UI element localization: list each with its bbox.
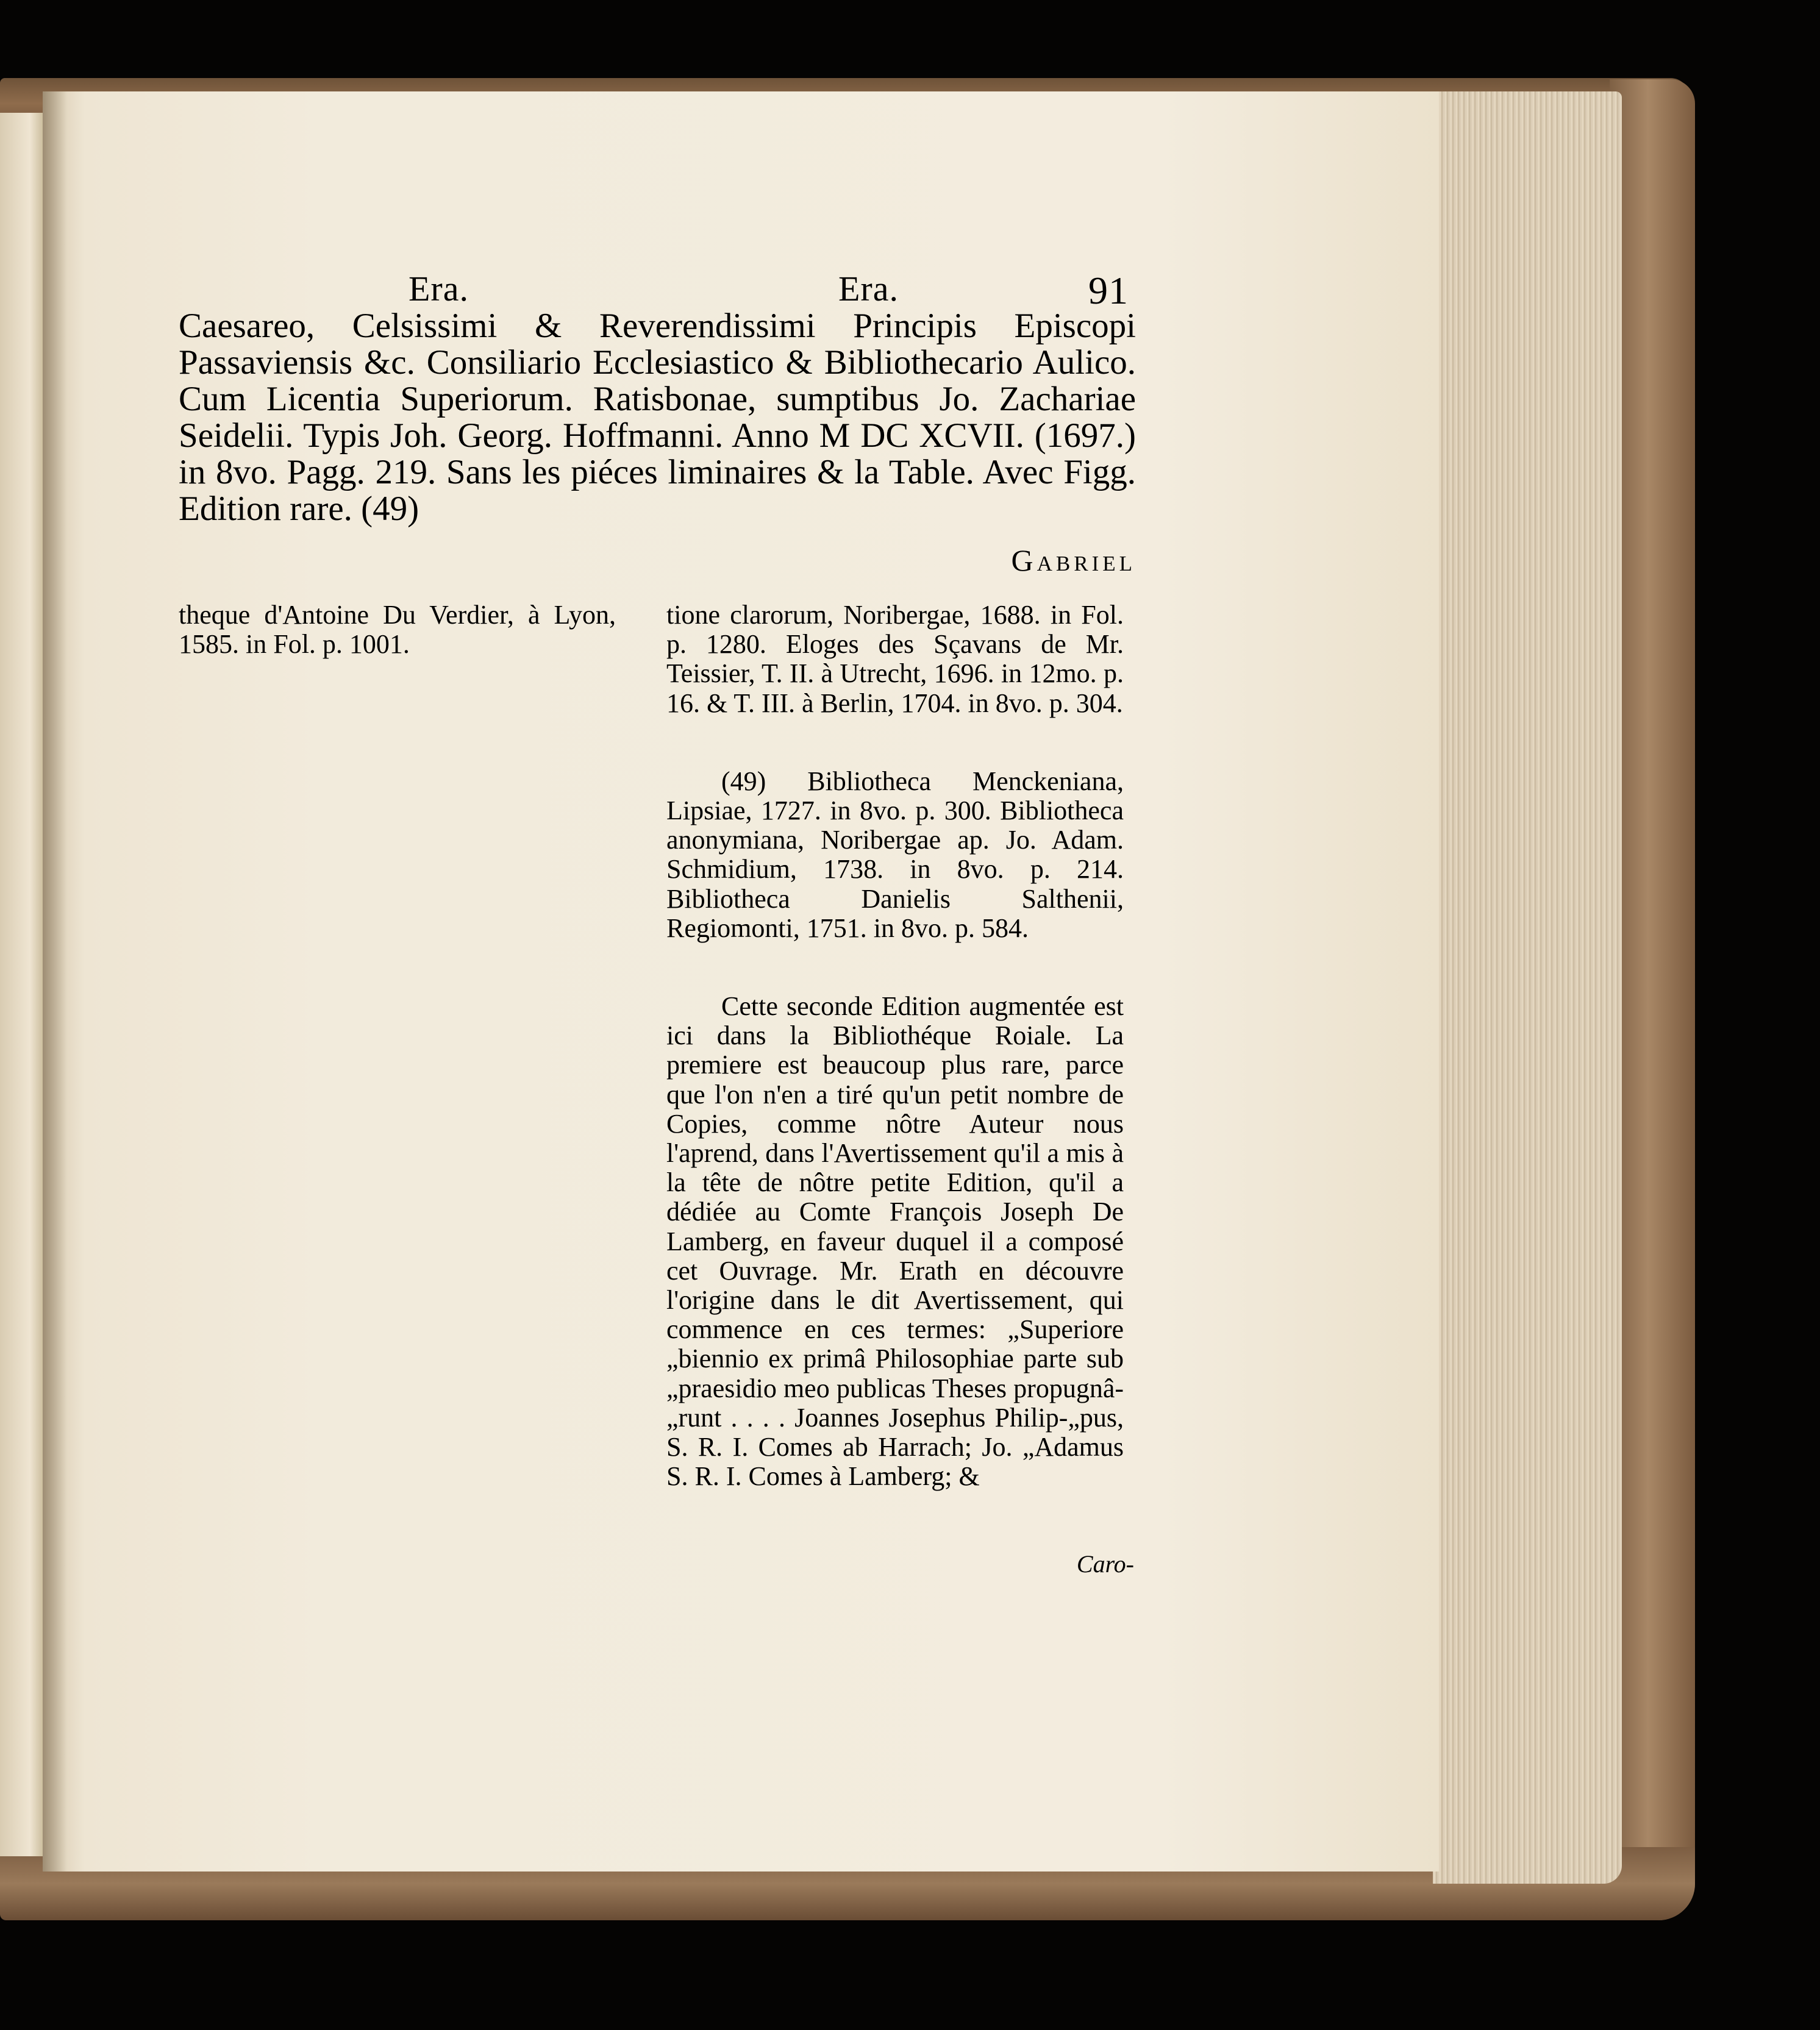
catchword-bottom: Caro- <box>1076 1550 1134 1578</box>
page-number: 91 <box>1088 269 1129 312</box>
gutter-shadow <box>43 91 67 1872</box>
page-fore-edge <box>1433 91 1622 1884</box>
right-col-para-3: Cette seconde Edition augmentée est ici dans la Bibliothéque Roiale. La premiere est beaucoup plus rare, parce que l'on n'en a tiré qu'un petit nombre de Copies, comme nôtre Auteur nous l'aprend, dans l'Avertissement qu'il a mis à la tête de nôtre petite Edition, qu'il a dédiée au Comte François Joseph De Lamberg, en faveur duquel il a composé cet Ouvrage. Mr. Erath en découvre l'origine dans le dit Avertissement, qui commence en ces termes: „Superiore „biennio ex primâ Philosophiae parte sub „praesidio meo publicas Theses propugnâ-„runt . . . . Joannes Josephus Philip-„pus, S. R. I. Comes ab Harrach; Jo. „Adamus S. R. I. Comes à Lamberg; & <box>666 991 1124 1492</box>
running-head-left: Era. <box>409 269 469 308</box>
catchword-top: Gabriel <box>1011 543 1136 577</box>
left-col-para-1: theque d'Antoine Du Verdier, à Lyon, 1585. in Fol. p. 1001. <box>179 600 616 660</box>
intro-text: Caesareo, Celsissimi & Reverendissimi Principis Episcopi Passaviensis &c. Consiliario Ecclesiastico & Bibliothecario Aulico. Cum Licentia Superiorum. Ratisbonae, sumptibus Jo. Zachariae Seidelii. Typis Joh. Georg. Hoffmanni. Anno M DC XCVII. (1697.) in 8vo. Pagg. 219. Sans les piéces liminaires & la Table. Avec Figg. Edition rare. (49) <box>179 307 1136 528</box>
footnote-49: (49) Bibliotheca Menckeniana, Lipsiae, 1727. in 8vo. p. 300. Bibliotheca anonymiana, Noribergae ap. Jo. Adam. Schmidium, 1738. in 8vo. p. 214. Bibliotheca Danielis Salthenii, Regiomonti, 1751. in 8vo. p. 584. <box>666 766 1124 943</box>
left-page-edge <box>0 113 43 1856</box>
left-column <box>179 600 616 659</box>
book-cover-right <box>1610 79 1695 1920</box>
right-col-para-1: tione clarorum, Noribergae, 1688. in Fol. p. 1280. Eloges des Sçavans de Mr. Teissier, T. II. à Utrecht, 1696. in 12mo. p. 16. & T. III. à Berlin, 1704. in 8vo. p. 304. <box>666 600 1124 718</box>
intro-paragraph <box>179 308 1136 527</box>
right-column <box>666 600 1124 1491</box>
running-head-center: Era. <box>838 269 899 308</box>
